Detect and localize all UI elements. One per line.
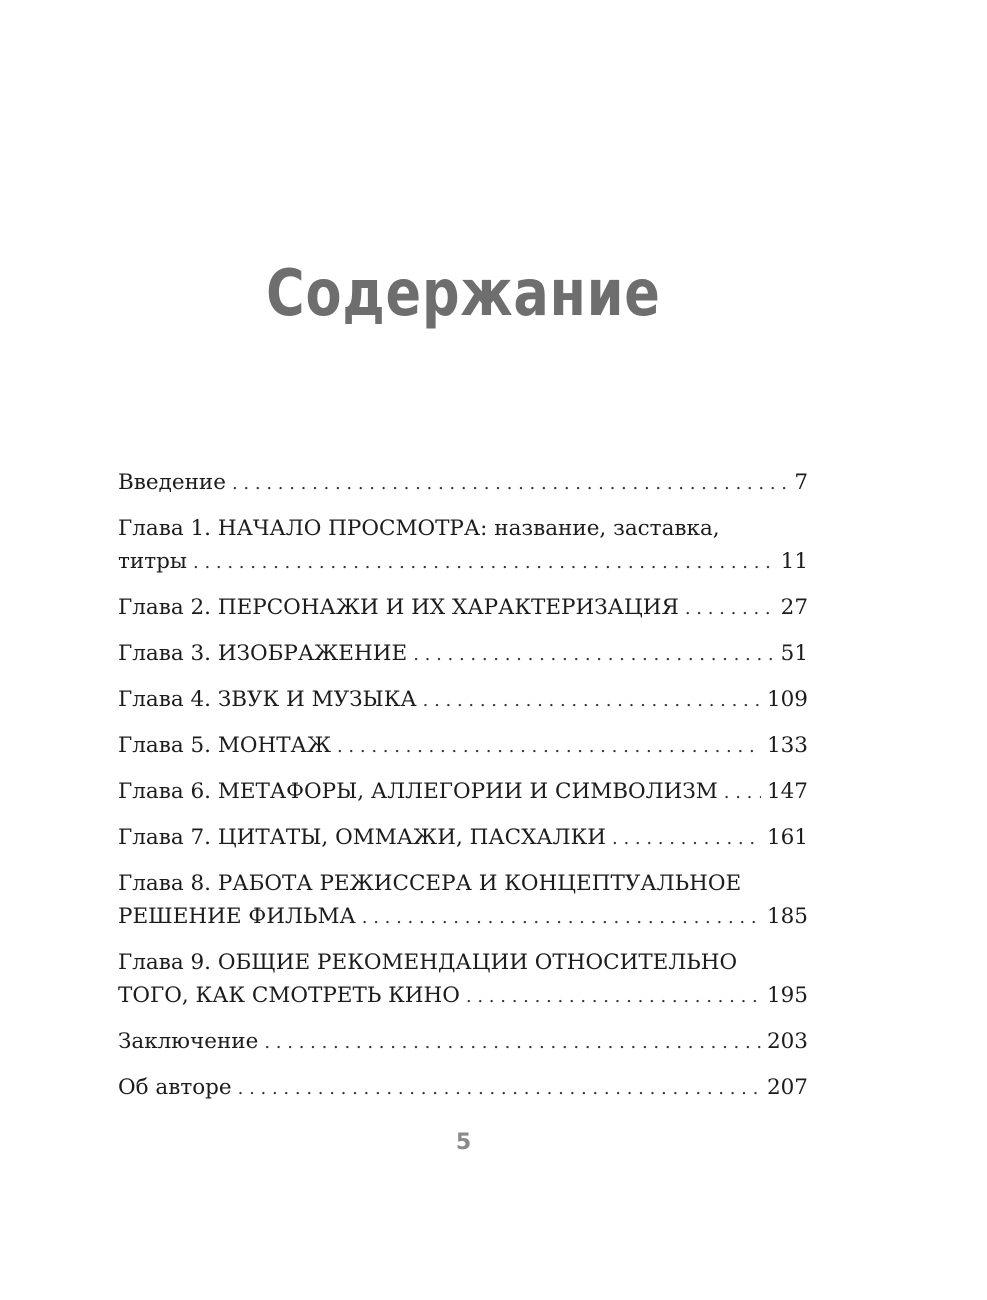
- toc-entry-page: 51: [780, 641, 808, 666]
- toc-entry-title-line: Глава 7. ЦИТАТЫ, ОММАЖИ, ПАСХАЛКИ: [118, 825, 607, 850]
- toc-entry-page: 161: [766, 825, 808, 850]
- dot-leader: [238, 1072, 761, 1105]
- dot-leader: [362, 901, 761, 934]
- dot-leader: [724, 776, 761, 809]
- toc-entry-title-line: РЕШЕНИЕ ФИЛЬМА: [118, 904, 356, 929]
- dot-leader: [612, 822, 761, 855]
- toc-entry-title-line: Глава 1. НАЧАЛО ПРОСМОТРА: название, заставка,: [118, 516, 720, 541]
- dot-leader: [423, 684, 761, 717]
- toc-entry-title-line: Глава 9. ОБЩИЕ РЕКОМЕНДАЦИИ ОТНОСИТЕЛЬНО: [118, 950, 738, 975]
- toc-entry-page: 185: [766, 904, 808, 929]
- toc-entry[interactable]: [118, 466, 808, 500]
- toc-entry-title-line: Введение: [118, 470, 226, 495]
- toc-entry-page: 147: [766, 779, 808, 804]
- toc-entry-page: 207: [766, 1075, 808, 1100]
- toc-entry-title-line: ТОГО, КАК СМОТРЕТЬ КИНО: [118, 983, 460, 1008]
- page-number: 5: [455, 1130, 472, 1155]
- toc-entry-title-line: Об авторе: [118, 1075, 232, 1100]
- toc-entry[interactable]: [118, 1071, 808, 1105]
- toc-entry[interactable]: [118, 775, 808, 809]
- toc-entry-title-line: Глава 8. РАБОТА РЕЖИССЕРА И КОНЦЕПТУАЛЬНОЕ: [118, 871, 742, 896]
- dot-leader: [232, 467, 788, 500]
- toc-entry-page: 133: [766, 733, 808, 758]
- toc-entry-page: 203: [766, 1029, 808, 1054]
- toc-entry[interactable]: [118, 1025, 808, 1059]
- dot-leader: [193, 546, 775, 579]
- toc-entry-title-line: Глава 6. МЕТАФОРЫ, АЛЛЕГОРИИ И СИМВОЛИЗМ: [118, 779, 718, 804]
- toc-entry[interactable]: [118, 637, 808, 671]
- toc-entry[interactable]: [118, 821, 808, 855]
- page-title: Содержание: [266, 257, 661, 331]
- toc-entry-page: 7: [794, 470, 808, 495]
- toc-entry-title-line: титры: [118, 549, 187, 574]
- toc-entry[interactable]: [118, 729, 808, 763]
- dot-leader: [685, 592, 775, 625]
- toc-entry-title-line: Глава 2. ПЕРСОНАЖИ И ИХ ХАРАКТЕРИЗАЦИЯ: [118, 595, 679, 620]
- toc-entry[interactable]: [118, 591, 808, 625]
- toc-entry[interactable]: [118, 867, 808, 934]
- toc-entry-page: 11: [780, 549, 808, 574]
- toc-entry-title-line: Глава 4. ЗВУК И МУЗЫКА: [118, 687, 417, 712]
- dot-leader: [413, 638, 774, 671]
- toc-entry-title-line: Глава 3. ИЗОБРАЖЕНИЕ: [118, 641, 408, 666]
- toc-entry[interactable]: [118, 946, 808, 1013]
- toc-entry[interactable]: [118, 512, 808, 579]
- toc-entry-page: 195: [766, 983, 808, 1008]
- dot-leader: [264, 1026, 761, 1059]
- toc-entry-page: 27: [780, 595, 808, 620]
- toc-entry[interactable]: [118, 683, 808, 717]
- dot-leader: [337, 730, 761, 763]
- toc-entry-page: 109: [766, 687, 808, 712]
- dot-leader: [466, 980, 761, 1013]
- table-of-contents: [118, 466, 808, 1105]
- toc-entry-title-line: Заключение: [118, 1029, 259, 1054]
- toc-entry-title-line: Глава 5. МОНТАЖ: [118, 733, 331, 758]
